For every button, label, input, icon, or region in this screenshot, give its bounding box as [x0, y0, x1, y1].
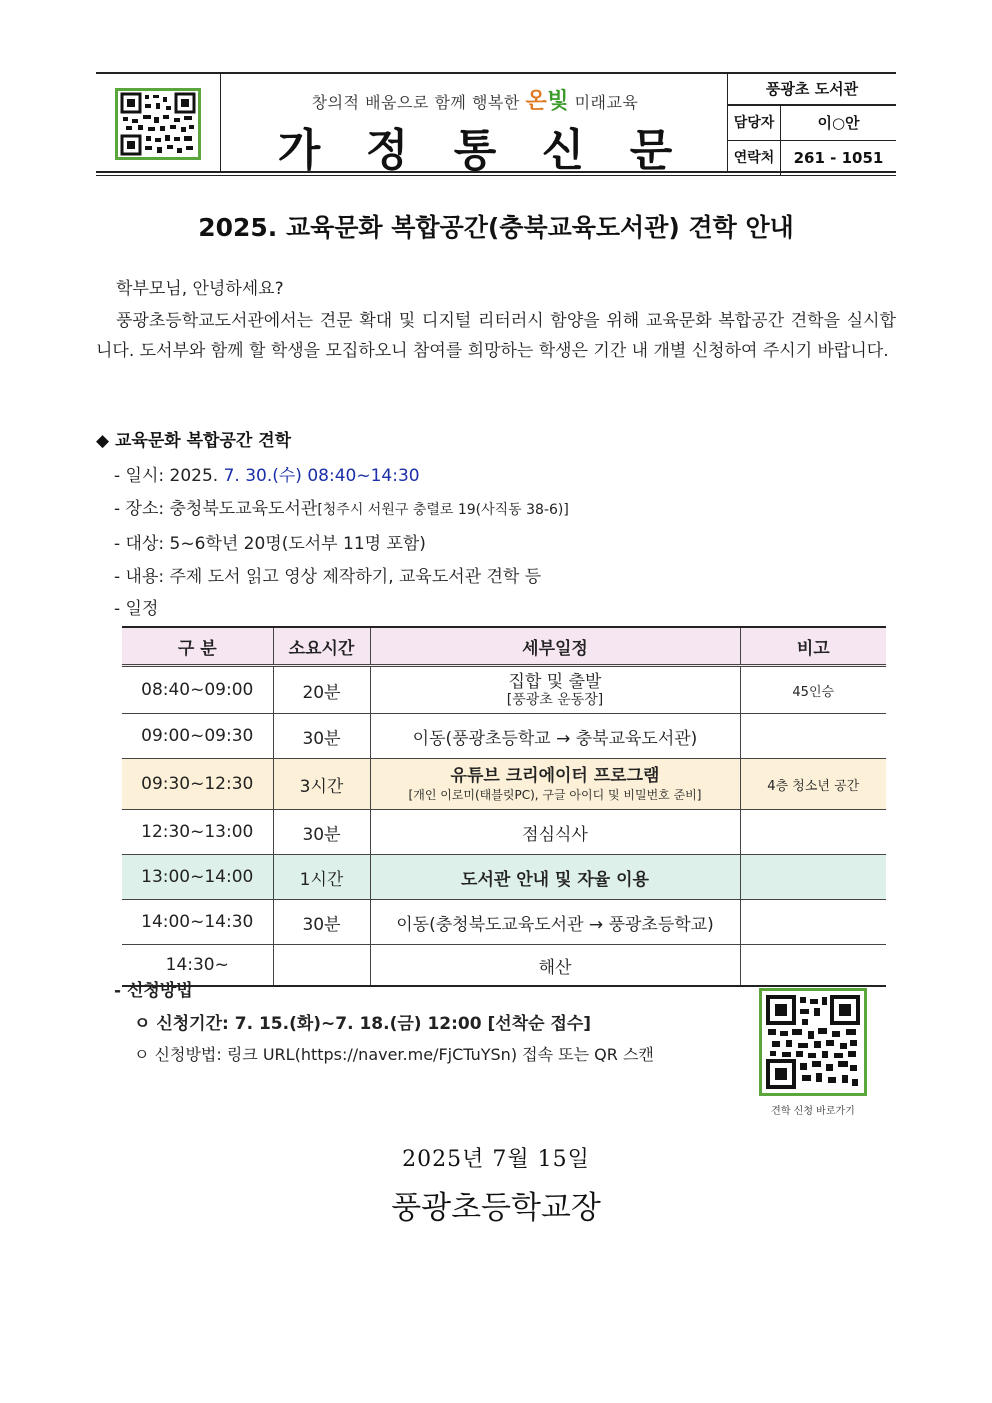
table-header-row: [122, 627, 886, 666]
contact-row: [728, 141, 896, 175]
time-cell: 14:00~14:30: [122, 900, 273, 945]
duration-cell: 30분: [273, 810, 370, 855]
qr-code-icon[interactable]: [759, 988, 867, 1096]
time-cell: 13:00~14:00: [122, 855, 273, 900]
contact-value: 261 - 1051: [793, 149, 884, 167]
detail-cell: [370, 759, 740, 810]
header-cell: 비고: [740, 627, 886, 666]
title-char: 정: [365, 125, 409, 176]
place-line: [114, 494, 569, 519]
date-line: [114, 461, 420, 486]
duration-cell: 20분: [273, 666, 370, 714]
apply-period: ㅇ 신청기간: 7. 15.(화)~7. 18.(금) 12:00 [선착순 접수]: [134, 1014, 592, 1034]
table-row: [122, 714, 886, 759]
duration-cell: 3시간: [273, 759, 370, 810]
principal-signature: 풍광초등학교장: [391, 1190, 601, 1226]
document-title: 2025. 교육문화 복합공간(충북교육도서관) 견학 안내: [198, 213, 794, 242]
detail-main: 유튜브 크리에이터 프로그램: [450, 766, 660, 786]
contact-label: 연락처: [728, 141, 781, 175]
header-cell: 소요시간: [273, 627, 370, 666]
section-heading: ◆ 교육문화 복합공간 견학: [96, 431, 292, 451]
duration-cell: [273, 945, 370, 987]
qr-caption: 견학 신청 바로가기: [771, 1106, 855, 1117]
title-char: 통: [453, 125, 497, 176]
header-cell: 세부일정: [370, 627, 740, 666]
manager-row: [728, 106, 896, 141]
time-cell: 08:40~09:00: [122, 666, 273, 714]
manager-label: 담당자: [728, 106, 781, 140]
header-cell: 구 분: [122, 627, 273, 666]
target-note: (도서부 11명 포함): [281, 534, 426, 554]
table-row: [122, 855, 886, 900]
detail-cell: 이동(충청북도교육도서관 → 풍광초등학교): [370, 900, 740, 945]
intro-body: 풍광초등학교도서관에서는 견문 확대 및 디지털 리터러시 함양을 위해 교육문화 복합공간 견학을 실시합니다. 도서부와 함께 할 학생을 모집하오니 참여를 희망하는 학생은 기간 내 개별 신청하여 주시기 바랍니다.: [96, 311, 896, 361]
slogan-post: 미래교육: [574, 93, 639, 112]
date-label: - 일시: 2025.: [114, 466, 224, 486]
apply-heading: - 신청방법: [114, 981, 193, 1001]
table-row: [122, 900, 886, 945]
detail-main: 집합 및 출발: [508, 672, 602, 692]
detail-cell: 해산: [370, 945, 740, 987]
slogan: [225, 84, 725, 115]
schedule-table: [122, 626, 886, 987]
contact-info-box: [728, 74, 896, 175]
title-char: 신: [541, 125, 585, 176]
time-cell: 09:30~12:30: [122, 759, 273, 810]
table-row: [122, 810, 886, 855]
table-row: [122, 759, 886, 810]
detail-sub: [개인 이로미(태블릿PC), 구글 아이디 및 비밀번호 준비]: [408, 788, 702, 802]
place-address: [청주시 서원구 충렬로 19(사직동 38-6)]: [317, 502, 569, 518]
note-cell: 4층 청소년 공간: [740, 759, 886, 810]
slogan-on: 온: [525, 89, 548, 114]
table-row: [122, 666, 886, 714]
title-char: 문: [629, 125, 673, 176]
target-line: [114, 529, 426, 554]
time-cell: 14:30~: [122, 945, 273, 987]
note-cell: [740, 900, 886, 945]
detail-cell: [370, 666, 740, 714]
qr-code-icon: [115, 88, 201, 160]
header-divider-left: [220, 72, 221, 172]
greeting: 학부모님, 안녕하세요?: [116, 279, 284, 299]
qr-code-small-graphic: [118, 91, 198, 157]
note-cell: 45인승: [740, 666, 886, 714]
detail-sub: [풍광초 운동장]: [506, 692, 604, 708]
detail-cell: 이동(풍광초등학교 → 충북교육도서관): [370, 714, 740, 759]
apply-method: ㅇ 신청방법: 링크 URL(https://naver.me/FjCTuYSn) 접속 또는 QR 스캔: [134, 1045, 654, 1064]
detail-cell: 점심식사: [370, 810, 740, 855]
date-value: 7. 30.(수) 08:40~14:30: [223, 466, 420, 486]
note-cell: [740, 855, 886, 900]
time-cell: 12:30~13:00: [122, 810, 273, 855]
issue-date: 2025년 7월 15일: [402, 1147, 590, 1172]
time-cell: 09:00~09:30: [122, 714, 273, 759]
slogan-pre: 창의적 배움으로 함께 행복한: [311, 93, 520, 112]
content-line: - 내용: 주제 도서 읽고 영상 제작하기, 교육도서관 견학 등: [114, 567, 542, 587]
note-cell: [740, 945, 886, 987]
duration-cell: 30분: [273, 714, 370, 759]
slogan-bit: 빛: [547, 89, 569, 114]
school-library: 풍광초 도서관: [728, 74, 896, 106]
title-char: 가: [277, 125, 321, 176]
target-label: - 대상:: [114, 534, 170, 554]
place-label: - 장소: 충청북도교육도서관: [114, 499, 318, 519]
schedule-label: - 일정: [114, 599, 159, 619]
manager-value: 이○안: [817, 114, 860, 132]
table-row: [122, 945, 886, 987]
detail-cell: 도서관 안내 및 자율 이용: [370, 855, 740, 900]
target-value: 5~6학년 20명: [169, 534, 282, 554]
qr-code-large-graphic: [762, 991, 864, 1093]
duration-cell: 30분: [273, 900, 370, 945]
note-cell: [740, 714, 886, 759]
duration-cell: 1시간: [273, 855, 370, 900]
note-cell: [740, 810, 886, 855]
newsletter-title: [225, 114, 725, 178]
